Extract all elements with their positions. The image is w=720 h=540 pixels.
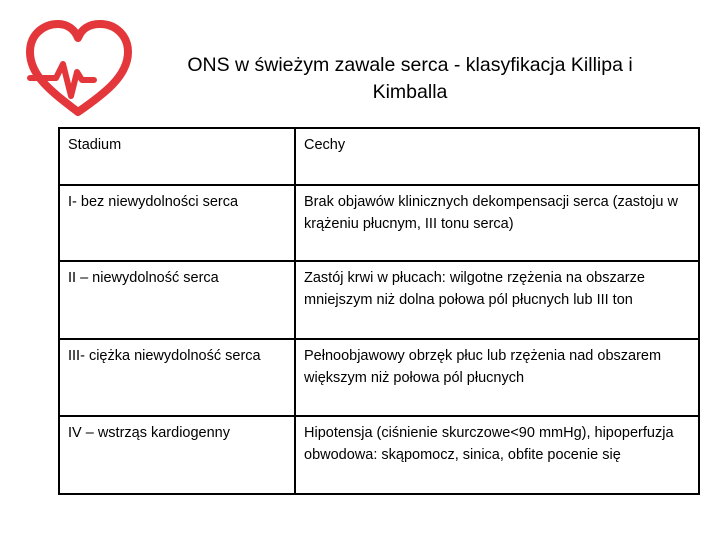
header-stadium: Stadium	[59, 128, 295, 185]
table-row	[59, 185, 699, 261]
stadium-cell: III- ciężka niewydolność serca	[59, 339, 295, 416]
stadium-cell: I- bez niewydolności serca	[59, 185, 295, 261]
table-row	[59, 339, 699, 416]
cechy-cell: Zastój krwi w płucach: wilgotne rzężenia na obszarze mniejszym niż dolna połowa pól płucnych lub III ton	[295, 261, 699, 339]
header-cechy: Cechy	[295, 128, 699, 185]
cechy-cell: Pełnoobjawowy obrzęk płuc lub rzężenia nad obszarem większym niż połowa pól płucnych	[295, 339, 699, 416]
stadium-cell: IV – wstrząs kardiogenny	[59, 416, 295, 494]
table-header-row	[59, 128, 699, 185]
table-row	[59, 261, 699, 339]
killip-table	[58, 127, 700, 495]
heart-pulse-icon	[22, 18, 134, 122]
stadium-cell: II – niewydolność serca	[59, 261, 295, 339]
table-row	[59, 416, 699, 494]
slide-title: ONS w świeżym zawale serca - klasyfikacja Killipa i Kimballa	[187, 54, 633, 103]
cechy-cell: Hipotensja (ciśnienie skurczowe<90 mmHg), hipoperfuzja obwodowa: skąpomocz, sinica, obfite pocenie się	[295, 416, 699, 494]
cechy-cell: Brak objawów klinicznych dekompensacji serca (zastoju w krążeniu płucnym, III tonu serca)	[295, 185, 699, 261]
